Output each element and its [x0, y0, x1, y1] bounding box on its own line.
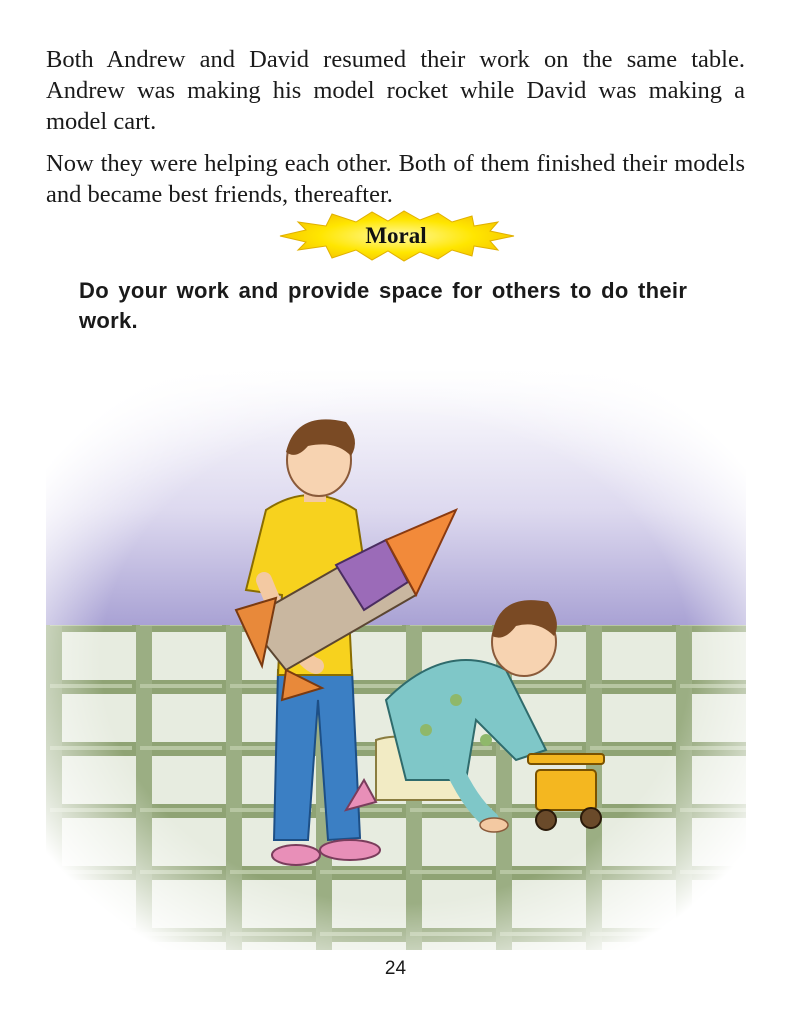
page-number: 24: [384, 958, 407, 979]
story-paragraph-1: Both Andrew and David resumed their work on the same table. Andrew was making his model rocket while David was making a model cart.: [46, 46, 745, 135]
moral-heading-badge: [276, 210, 516, 262]
moral-text: Do your work and provide space for others to do their work.: [79, 278, 688, 333]
story-paragraph-2: Now they were helping each other. Both of them finished their models and became best friends, thereafter.: [46, 150, 745, 208]
story-illustration: [46, 370, 746, 950]
moral-heading: Moral: [365, 223, 427, 248]
